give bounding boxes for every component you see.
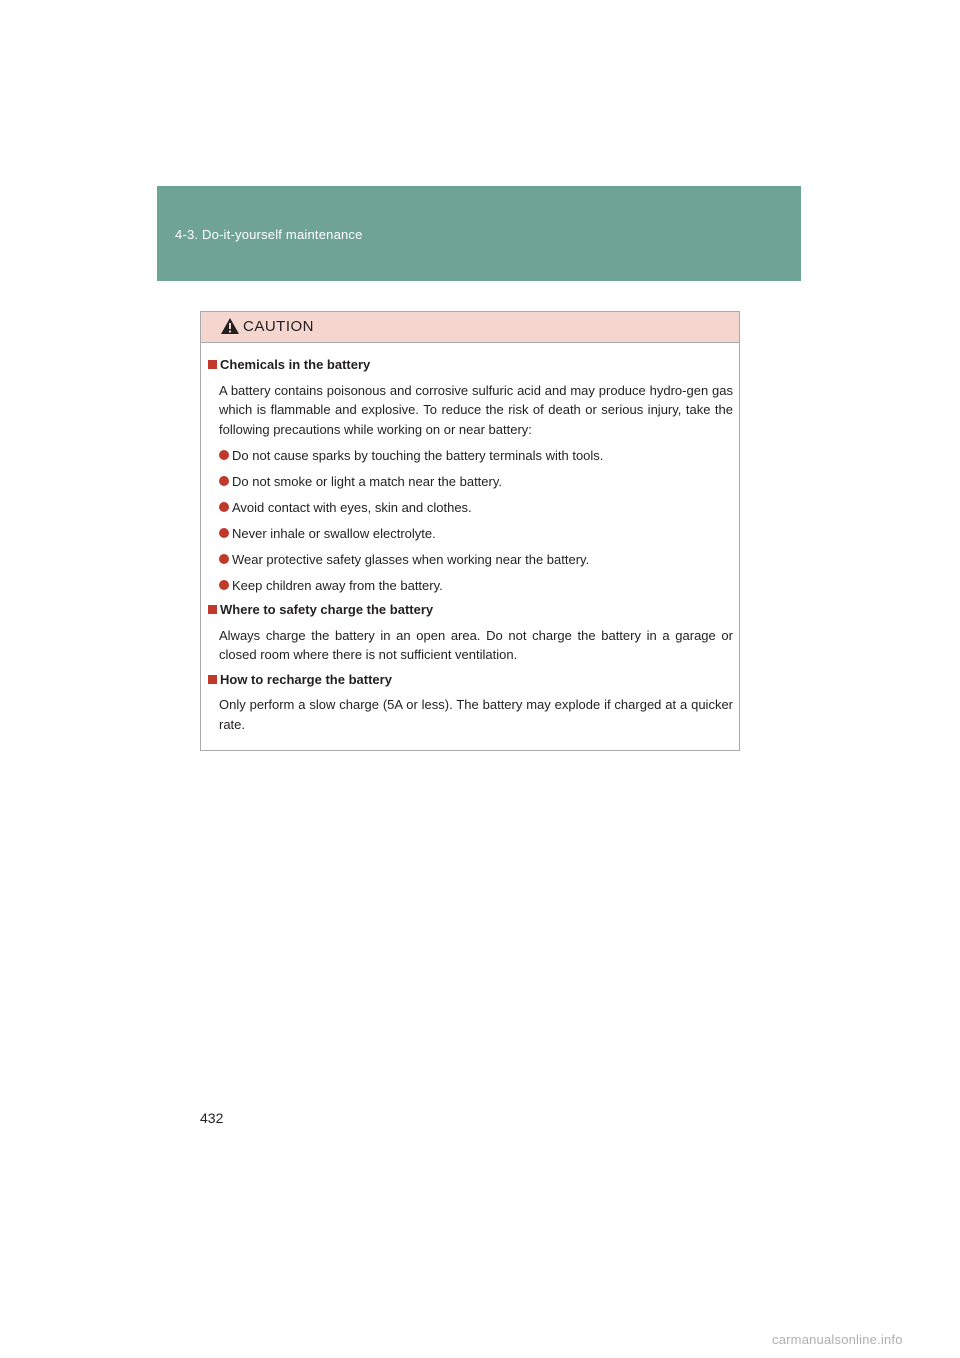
section-title: 4-3. Do-it-yourself maintenance	[175, 227, 363, 242]
list-item: Do not smoke or light a match near the battery.	[219, 472, 733, 492]
square-bullet-icon	[208, 360, 217, 369]
section-text-where-to-charge: Always charge the battery in an open area. Do not charge the battery in a garage or closed room where there is not sufficient ventilation.	[219, 627, 733, 662]
caution-label: CAUTION	[243, 318, 314, 335]
page-number: 432	[200, 1110, 224, 1126]
caution-body	[201, 343, 739, 734]
precautions-list	[208, 446, 733, 596]
round-bullet-icon	[219, 476, 229, 486]
section-heading-where-to-charge: Where to safety charge the battery	[208, 600, 733, 620]
caution-box	[200, 311, 740, 751]
round-bullet-icon	[219, 528, 229, 538]
round-bullet-icon	[219, 554, 229, 564]
list-item: Never inhale or swallow electrolyte.	[219, 524, 733, 544]
list-item: Wear protective safety glasses when working near the battery.	[219, 550, 733, 570]
footer-watermark-url: carmanualsonline.info	[772, 1332, 903, 1347]
section-text-how-to-recharge: Only perform a slow charge (5A or less). The battery may explode if charged at a quicker rate.	[219, 697, 733, 732]
round-bullet-icon	[219, 502, 229, 512]
section-header-band	[157, 186, 801, 281]
section-heading-how-to-recharge: How to recharge the battery	[208, 670, 733, 690]
round-bullet-icon	[219, 580, 229, 590]
list-item: Avoid contact with eyes, skin and clothes.	[219, 498, 733, 518]
caution-header	[201, 312, 739, 343]
round-bullet-icon	[219, 450, 229, 460]
section-heading-chemicals: Chemicals in the battery	[208, 355, 733, 375]
section-text-chemicals: A battery contains poisonous and corrosive sulfuric acid and may produce hydro-gen gas which is flammable and explosive. To reduce the risk of death or serious injury, take the following precautions while working on or near battery:	[219, 382, 733, 437]
square-bullet-icon	[208, 605, 217, 614]
list-item: Do not cause sparks by touching the battery terminals with tools.	[219, 446, 733, 466]
list-item: Keep children away from the battery.	[219, 576, 733, 596]
warning-triangle-icon	[220, 317, 240, 335]
square-bullet-icon	[208, 675, 217, 684]
